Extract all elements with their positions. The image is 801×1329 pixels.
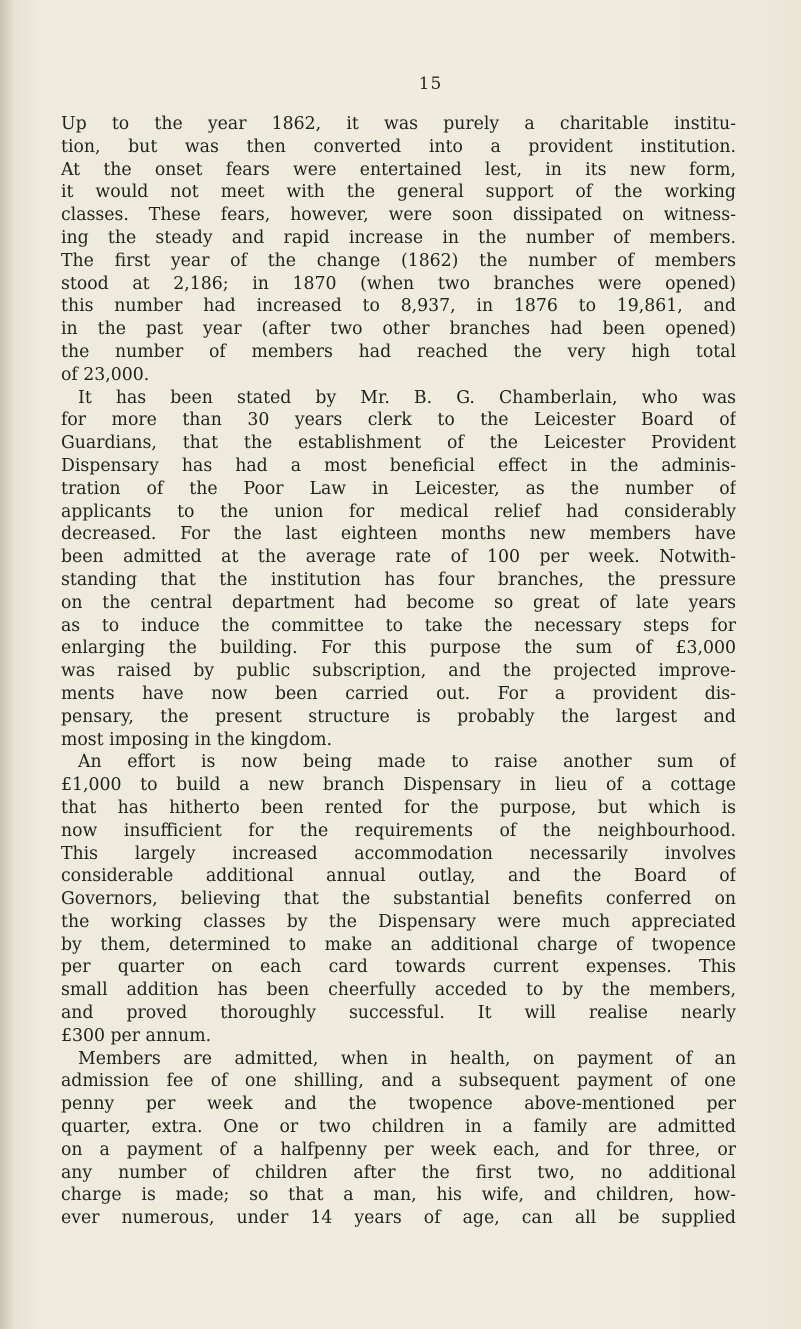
- text-line: any number of children after the first two, no additional: [61, 1162, 736, 1183]
- text-line: admission fee of one shilling, and a subsequent payment of one: [61, 1071, 736, 1092]
- paragraph: [61, 751, 736, 1047]
- paragraph: [61, 113, 736, 387]
- text-line: This largely increased accommodation necessarily involves: [61, 843, 736, 864]
- text-line: as to induce the committee to take the necessary steps for: [61, 615, 736, 636]
- text-line: The first year of the change (1862) the number of members: [61, 250, 736, 271]
- text-line: An effort is now being made to raise another sum of: [78, 752, 736, 773]
- text-line: decreased. For the last eighteen months new members have: [61, 524, 736, 545]
- text-line: on the central department had become so great of late years: [61, 592, 736, 613]
- text-line: Governors, believing that the substantial benefits conferred on: [61, 889, 736, 910]
- text-line: per quarter on each card towards current expenses. This: [61, 957, 736, 978]
- text-line: Up to the year 1862, it was purely a charitable institu-: [61, 114, 736, 134]
- body-text: [61, 113, 736, 1230]
- text-line: pensary, the present structure is probably the largest and: [61, 706, 736, 727]
- page-number: 15: [418, 74, 443, 94]
- paragraph: [61, 387, 736, 752]
- text-line: by them, determined to make an additional charge of twopence: [61, 934, 736, 955]
- text-line: most imposing in the kingdom.: [61, 729, 333, 750]
- text-line: Dispensary has had a most beneficial effect in the adminis-: [61, 455, 736, 476]
- text-line: and proved thoroughly successful. It will realise nearly: [61, 1003, 736, 1024]
- text-line: penny per week and the twopence above-mentioned per: [61, 1094, 736, 1115]
- text-line: ing the steady and rapid increase in the number of members.: [61, 227, 736, 248]
- text-line: enlarging the building. For this purpose the sum of £3,000: [61, 638, 736, 659]
- page-gutter-shadow: [0, 0, 14, 1329]
- text-line: Guardians, that the establishment of the Leicester Provident: [61, 433, 736, 454]
- text-line: £300 per annum.: [61, 1025, 212, 1046]
- text-line: was raised by public subscription, and the projected improve-: [61, 661, 736, 682]
- text-line: ever numerous, under 14 years of age, can all be supplied: [61, 1208, 736, 1229]
- text-line: classes. These fears, however, were soon dissipated on witness-: [61, 205, 736, 226]
- text-line: applicants to the union for medical relief had considerably: [61, 501, 736, 522]
- text-line: charge is made; so that a man, his wife, and children, how-: [61, 1185, 736, 1206]
- text-line: the working classes by the Dispensary were much appreciated: [61, 911, 736, 932]
- text-line: At the onset fears were entertained lest, in its new form,: [61, 159, 736, 180]
- text-line: been admitted at the average rate of 100 per week. Notwith-: [61, 547, 736, 568]
- text-line: standing that the institution has four branches, the pressure: [61, 569, 736, 590]
- text-line: in the past year (after two other branches had been opened): [61, 319, 736, 340]
- text-line: small addition has been cheerfully acceded to by the members,: [61, 980, 736, 1001]
- text-line: this number had increased to 8,937, in 1876 to 19,861, and: [61, 296, 736, 317]
- text-line: stood at 2,186; in 1870 (when two branches were opened): [61, 273, 736, 294]
- text-line: now insufficient for the requirements of the neighbourhood.: [61, 820, 736, 841]
- text-line: on a payment of a halfpenny per week each, and for three, or: [61, 1139, 736, 1160]
- text-line: of 23,000.: [61, 364, 150, 385]
- text-line: ments have now been carried out. For a provident dis-: [61, 683, 736, 704]
- text-line: considerable additional annual outlay, and the Board of: [61, 866, 736, 887]
- text-line: It has been stated by Mr. B. G. Chamberlain, who was: [78, 387, 736, 408]
- paragraph: [61, 1048, 736, 1230]
- text-line: the number of members had reached the very high total: [61, 341, 736, 362]
- text-line: for more than 30 years clerk to the Leicester Board of: [61, 410, 736, 431]
- text-line: £1,000 to build a new branch Dispensary in lieu of a cottage: [61, 775, 736, 796]
- text-line: it would not meet with the general support of the working: [61, 182, 736, 203]
- text-line: tration of the Poor Law in Leicester, as the number of: [61, 478, 736, 499]
- text-line: tion, but was then converted into a provident institution.: [61, 136, 736, 157]
- text-line: Members are admitted, when in health, on payment of an: [78, 1048, 736, 1069]
- text-line: quarter, extra. One or two children in a family are admitted: [61, 1117, 736, 1138]
- text-line: that has hitherto been rented for the purpose, but which is: [61, 797, 736, 818]
